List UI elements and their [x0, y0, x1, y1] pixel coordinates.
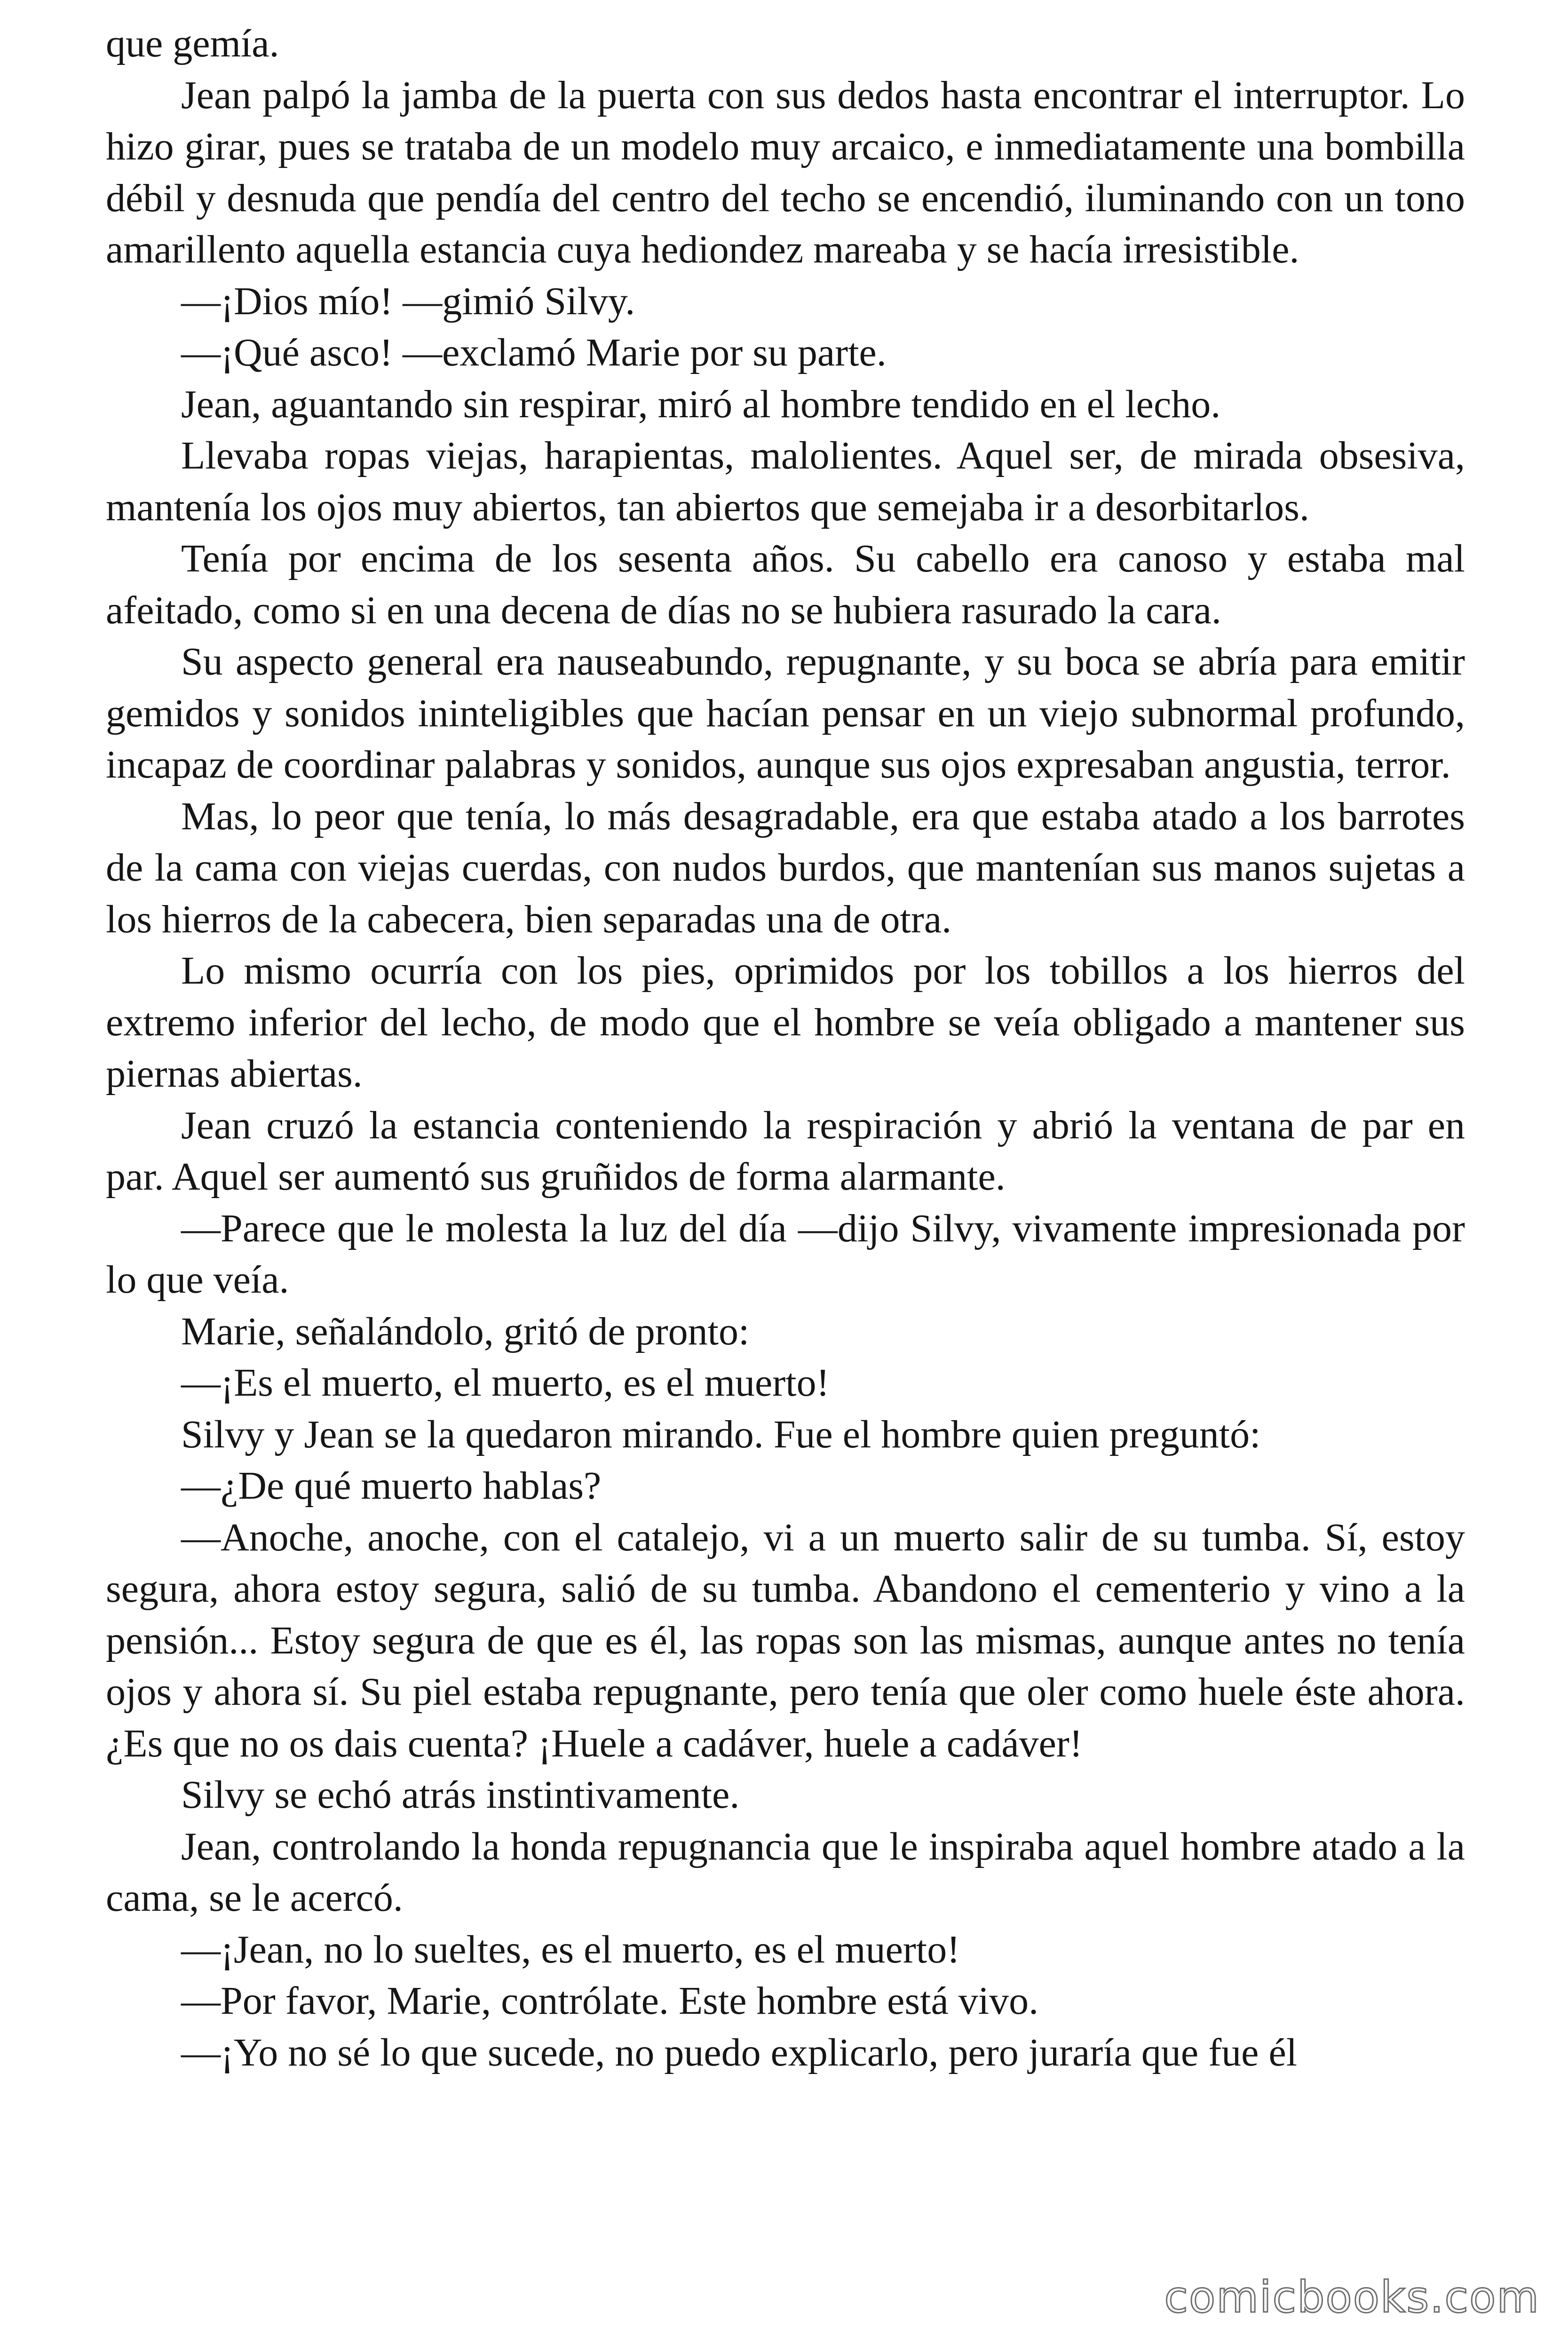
paragraph-21: —Por favor, Marie, contrólate. Este hombre está vivo. [181, 1979, 1039, 2023]
paragraph-4: —¡Qué asco! —exclamó Marie por su parte. [181, 331, 887, 374]
paragraph-15: Silvy y Jean se la quedaron mirando. Fue el hombre quien preguntó: [181, 1412, 1261, 1456]
page-text [106, 18, 1465, 2078]
paragraph-1: que gemía. [106, 22, 279, 65]
paragraph-12: —Parece que le molesta la luz del día —dijo Silvy, vivamente impresionada por lo que veía. [106, 1206, 1465, 1302]
paragraph-16: —¿De qué muerto hablas? [181, 1464, 602, 1508]
paragraph-17: —Anoche, anoche, con el catalejo, vi a un muerto salir de su tumba. Sí, estoy segura, ahora estoy segura, salió de su tumba. Abandono el cementerio y vino a la pensión... Estoy segura de que es él, las ropas son las mismas, aunque antes no tenía ojos y ahora sí. Su piel estaba repugnante, pero tenía que oler como huele éste ahora. ¿Es que no os dais cuenta? ¡Huele a cadáver, huele a cadáver! [106, 1515, 1465, 1765]
paragraph-3: —¡Dios mío! —gimió Silvy. [181, 279, 635, 323]
paragraph-10: Lo mismo ocurría con los pies, oprimidos por los tobillos a los hierros del extremo inferior del lecho, de modo que el hombre se veía obligado a mantener sus piernas abiertas. [106, 949, 1465, 1096]
paragraph-6: Llevaba ropas viejas, harapientas, malolientes. Aquel ser, de mirada obsesiva, mantenía los ojos muy abiertos, tan abiertos que semejaba ir a desorbitarlos. [106, 434, 1465, 529]
paragraph-5: Jean, aguantando sin respirar, miró al hombre tendido en el lecho. [181, 382, 1221, 426]
paragraph-14: —¡Es el muerto, el muerto, es el muerto! [181, 1361, 830, 1405]
paragraph-8: Su aspecto general era nauseabundo, repugnante, y su boca se abría para emitir gemidos y sonidos ininteligibles que hacían pensar en un viejo subnormal profundo, incapaz de coordinar palabras y sonidos, aunque sus ojos expresaban angustia, terror. [106, 640, 1465, 787]
paragraph-18: Silvy se echó atrás instintivamente. [181, 1773, 740, 1817]
paragraph-9: Mas, lo peor que tenía, lo más desagradable, era que estaba atado a los barrotes de la cama con viejas cuerdas, con nudos burdos, que mantenían sus manos sujetas a los hierros de la cabecera, bien separadas una de otra. [106, 794, 1465, 941]
paragraph-20: —¡Jean, no lo sueltes, es el muerto, es el muerto! [181, 1927, 960, 1971]
paragraph-7: Tenía por encima de los sesenta años. Su cabello era canoso y estaba mal afeitado, como si en una decena de días no se hubiera rasurado la cara. [106, 537, 1465, 632]
paragraph-13: Marie, señalándolo, gritó de pronto: [181, 1309, 750, 1353]
paragraph-11: Jean cruzó la estancia conteniendo la respiración y abrió la ventana de par en par. Aquel ser aumentó sus gruñidos de forma alarmante. [106, 1103, 1465, 1199]
paragraph-2: Jean palpó la jamba de la puerta con sus dedos hasta encontrar el interruptor. Lo hizo girar, pues se trataba de un modelo muy arcaico, e inmediatamente una bombilla débil y desnuda que pendía del centro del techo se encendió, iluminando con un tono amarillento aquella estancia cuya hediondez mareaba y se hacía irresistible. [106, 73, 1465, 271]
watermark: comicbooks.com [1164, 2272, 1540, 2322]
paragraph-19: Jean, controlando la honda repugnancia que le inspiraba aquel hombre atado a la cama, se le acercó. [106, 1824, 1465, 1920]
paragraph-22: —¡Yo no sé lo que sucede, no puedo explicarlo, pero juraría que fue él [181, 2030, 1298, 2074]
